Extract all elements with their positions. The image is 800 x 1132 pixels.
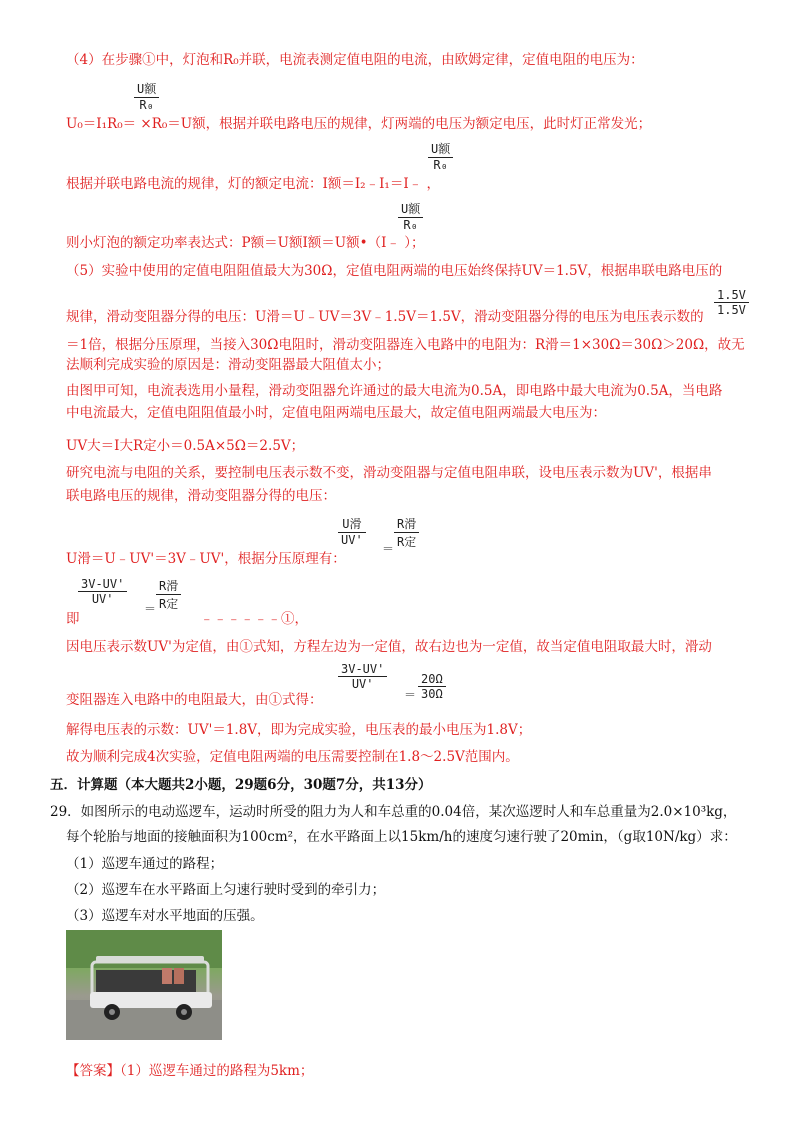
line-18: 变阻器连入电路中的电阻最大，由①式得： xyxy=(66,692,323,708)
fraction-numerator: 3V-UV' xyxy=(341,662,385,676)
fraction-numerator: 1.5V xyxy=(717,288,746,302)
fraction-numerator: U额 xyxy=(401,202,421,216)
line-9: 由图甲可知，电流表选用小量程，滑动变阻器允许通过的最大电流为0.5A，即电路中最大电流为0.5A，当电路 xyxy=(66,383,723,399)
fraction-numerator: R滑 xyxy=(159,579,179,593)
fraction-denominator: UV' xyxy=(351,677,374,691)
answer-1: （1）巡逻车通过的路程为5km； xyxy=(120,1063,314,1079)
line-7: ＝1倍，根据分压原理，当接入30Ω电阻时，滑动变阻器连入电路中的电阻为：R滑＝1×30Ω＝30Ω＞20Ω，故无 xyxy=(66,337,745,353)
line-14: U滑＝U﹣UV'＝3V﹣UV'，根据分压原理有： xyxy=(66,551,346,567)
fraction-numerator: U滑 xyxy=(342,517,362,531)
answer-tag: 【答案】 xyxy=(66,1063,120,1079)
line-15: 即 xyxy=(66,611,80,627)
question-part-3: （3）巡逻车对水平地面的压强。 xyxy=(66,908,264,924)
line-5: （5）实验中使用的定值电阻阻值最大为30Ω，定值电阻两端的电压始终保持UV＝1.5V，根据串联电路电压的 xyxy=(66,263,723,279)
line-19: 解得电压表的示数：UV'＝1.8V，即为完成实验，电压表的最小电压为1.8V； xyxy=(66,722,532,738)
fraction-1-5v-over-1-5v xyxy=(714,288,749,317)
fraction-denominator: R₀ xyxy=(139,98,154,112)
equals-sign: ＝ xyxy=(144,602,157,616)
line-11: UV大＝I大R定小＝0.5A×5Ω＝2.5V； xyxy=(66,438,305,454)
fraction-r-slide-over-r-fixed-2 xyxy=(156,577,181,612)
fraction-u-rated-over-r0-2 xyxy=(428,140,453,172)
patrol-car-icon xyxy=(66,930,222,1040)
question-29-line-1: 29．如图所示的电动巡逻车，运动时所受的阻力为人和车总重的0.04倍，某次巡逻时人和车总重量为2.0×10³kg， xyxy=(50,804,737,820)
fraction-denominator: R₀ xyxy=(433,158,448,172)
equals-sign: ＝ xyxy=(404,688,417,702)
fraction-numerator: 3V-UV' xyxy=(81,577,125,591)
fraction-denominator: R定 xyxy=(159,597,179,611)
fraction-denominator: UV' xyxy=(91,592,114,606)
fraction-denominator: 30Ω xyxy=(421,687,443,701)
equals-sign: ＝ xyxy=(382,542,395,556)
line-4: 则小灯泡的额定功率表达式：P额＝U额I额＝U额•（I﹣ ）； xyxy=(66,235,425,251)
fraction-numerator: R滑 xyxy=(397,517,417,531)
fraction-r-slide-over-r-fixed xyxy=(394,515,419,550)
section-heading: 五．计算题（本大题共2小题，29题6分，30题7分，共13分） xyxy=(50,777,432,793)
line-3: 根据并联电路电流的规律，灯的额定电流：I额＝I₂﹣I₁＝I﹣ ， xyxy=(66,176,440,192)
question-29-line-2: 每个轮胎与地面的接触面积为100cm²，在水平路面上以15km/h的速度匀速行驶了20min，（g取10N/kg）求： xyxy=(66,829,737,845)
fraction-20-over-30 xyxy=(418,672,446,701)
fraction-3v-minus-uv-over-uv-2 xyxy=(338,662,387,691)
line-1: （4）在步骤①中，灯泡和R₀并联，电流表测定值电阻的电流，由欧姆定律，定值电阻的电压为： xyxy=(66,52,644,68)
line-17: 因电压表示数UV'为定值，由①式知，方程左边为一定值，故右边也为一定值，故当定值电阻取最大时，滑动 xyxy=(66,639,712,655)
line-16: ﹣﹣﹣﹣﹣﹣①， xyxy=(200,611,308,627)
line-8: 法顺利完成实验的原因是：滑动变阻器最大阻值太小； xyxy=(66,357,390,373)
fraction-denominator: R₀ xyxy=(403,218,418,232)
line-12: 研究电流与电阻的关系，要控制电压表示数不变，滑动变阻器与定值电阻串联，设电压表示数为UV'，根据串 xyxy=(66,465,712,481)
patrol-car-photo xyxy=(66,930,222,1040)
fraction-numerator: U额 xyxy=(137,82,157,96)
answer-line xyxy=(66,1062,313,1080)
fraction-denominator: R定 xyxy=(397,535,417,549)
fraction-3v-minus-uv-over-uv xyxy=(78,577,127,606)
fraction-u-slide-over-uv xyxy=(338,515,366,547)
question-part-1: （1）巡逻车通过的路程； xyxy=(66,856,224,872)
line-6: 规律，滑动变阻器分得的电压：U滑＝U﹣UV＝3V﹣1.5V＝1.5V，滑动变阻器分得的电压为电压表示数的 xyxy=(66,309,704,325)
question-part-2: （2）巡逻车在水平路面上匀速行驶时受到的牵引力； xyxy=(66,882,386,898)
fraction-numerator: U额 xyxy=(431,142,451,156)
line-13: 联电路电压的规律，滑动变阻器分得的电压： xyxy=(66,488,336,504)
line-2: U₀＝I₁R₀＝ ×R₀＝U额，根据并联电路电压的规律，灯两端的电压为额定电压，此时灯正常发光； xyxy=(66,116,652,132)
fraction-u-rated-over-r0-3 xyxy=(398,200,423,232)
line-10: 中电流最大，定值电阻阻值最小时，定值电阻两端电压最大，故定值电阻两端最大电压为： xyxy=(66,405,606,421)
fraction-numerator: 20Ω xyxy=(421,672,443,686)
fraction-u-rated-over-r0 xyxy=(134,80,159,112)
fraction-denominator: 1.5V xyxy=(717,303,746,317)
fraction-denominator: UV' xyxy=(341,533,363,547)
line-20: 故为顺利完成4次实验，定值电阻两端的电压需要控制在1.8～2.5V范围内。 xyxy=(66,749,519,765)
